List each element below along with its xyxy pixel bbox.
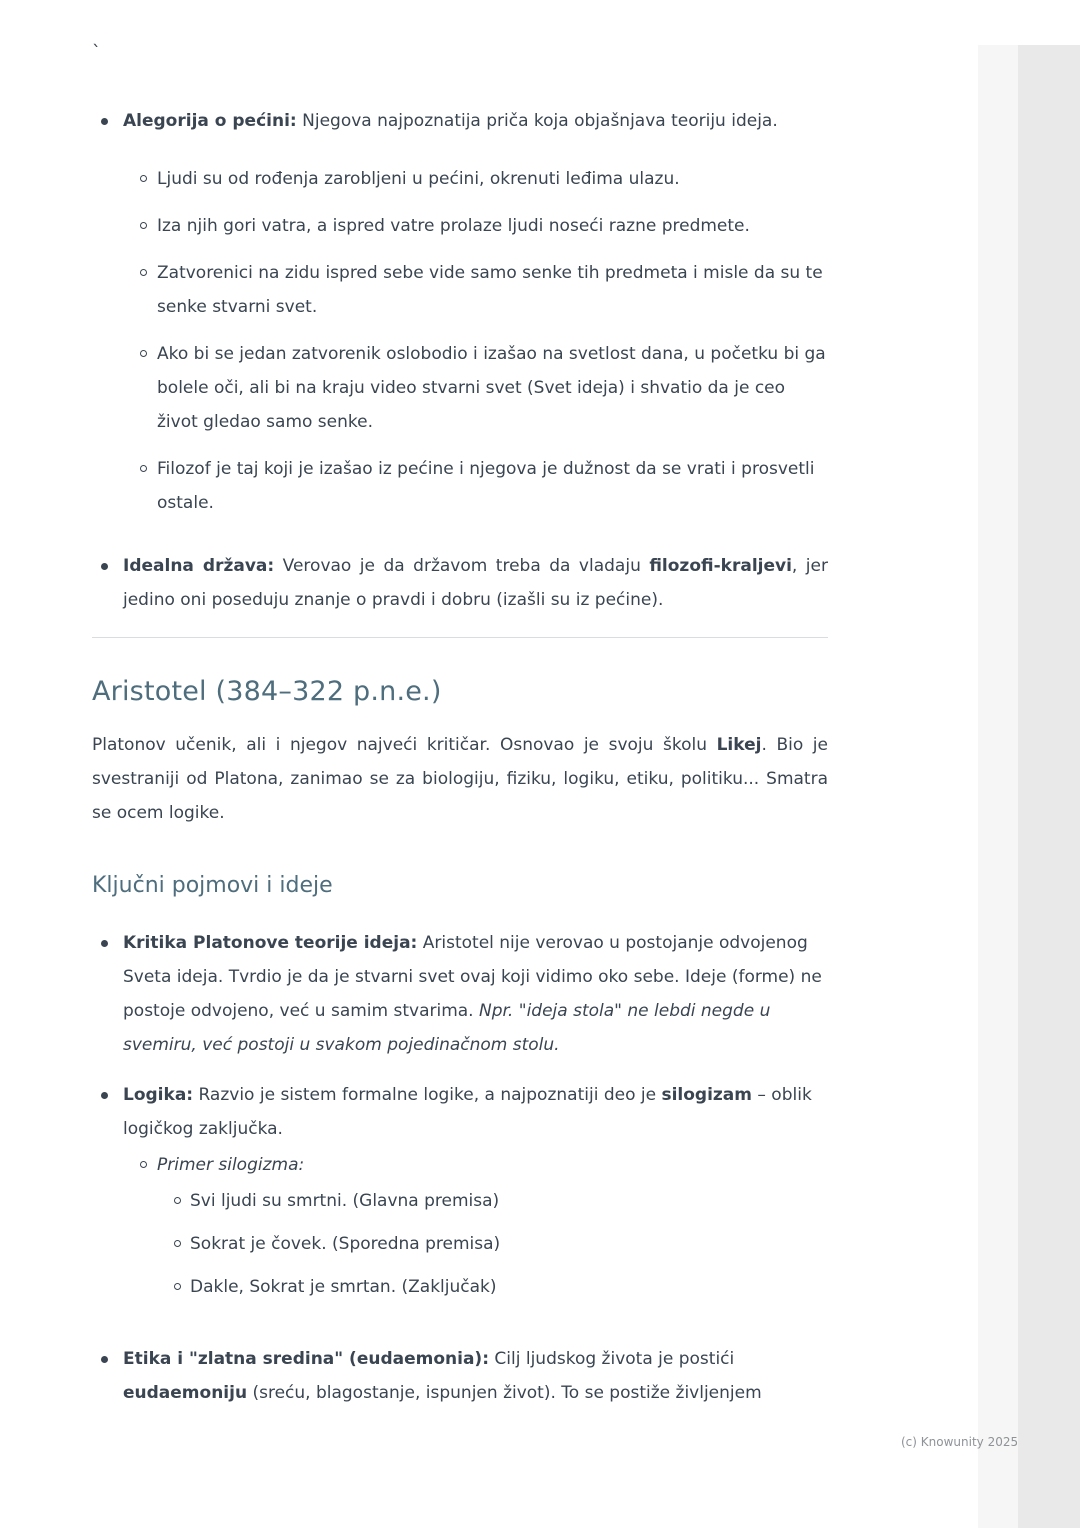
allegory-paragraph bbox=[123, 104, 828, 138]
bullet-dot-icon bbox=[92, 1342, 123, 1410]
list-item-ideal-state bbox=[92, 549, 828, 617]
logic-paragraph bbox=[123, 1078, 828, 1146]
list-item-syllogism-example bbox=[136, 1148, 828, 1313]
bullet-circle-icon bbox=[136, 337, 157, 439]
list-item-cave-point-4 bbox=[136, 337, 828, 439]
aristotle-heading: Aristotel (384–322 p.n.e.) bbox=[92, 676, 442, 707]
list-item-conclusion bbox=[170, 1270, 828, 1304]
list-item-premise-major bbox=[170, 1184, 828, 1218]
premise-text: Svi ljudi su smrtni. (Glavna premisa) bbox=[190, 1191, 500, 1211]
critique-example-italic: Npr. "ideja stola" ne lebdi negde u svemiru, već postoji u svakom pojedinačnom stolu. bbox=[123, 1001, 771, 1055]
ideal-state-text-1: Verovao je da državom treba da vladaju bbox=[274, 556, 650, 576]
list-item-cave-point-5 bbox=[136, 452, 828, 520]
key-concepts-subheading: Ključni pojmovi i ideje bbox=[92, 873, 333, 898]
ideal-state-title: Idealna država: bbox=[123, 556, 275, 576]
syllogism-list bbox=[170, 1184, 828, 1304]
ethics-text-2: (sreću, blagostanje, ispunjen život). To se postiže življenjem bbox=[247, 1383, 762, 1403]
bullet-circle-icon bbox=[136, 162, 157, 196]
intro-text-1: Platonov učenik, ali i njegov najveći kritičar. Osnovao je svoju školu bbox=[92, 735, 717, 755]
section-divider bbox=[92, 637, 828, 638]
list-item-ethics bbox=[92, 1342, 828, 1410]
cave-point-text: Filozof je taj koji je izašao iz pećine i njegova je dužnost da se vrati i prosvetli ostale. bbox=[157, 459, 815, 513]
bullet-circle-icon bbox=[136, 452, 157, 520]
allegory-sublist bbox=[136, 162, 828, 520]
critique-title: Kritika Platonove teorije ideja: bbox=[123, 933, 418, 953]
bullet-dot-icon bbox=[92, 1078, 123, 1326]
copyright-footer: (c) Knowunity 2025 bbox=[901, 1435, 1019, 1449]
bullet-circle-icon bbox=[136, 209, 157, 243]
critique-paragraph bbox=[123, 926, 828, 1062]
logic-bold-syllogism: silogizam bbox=[661, 1085, 752, 1105]
cave-point-text: Iza njih gori vatra, a ispred vatre prolaze ljudi noseći razne predmete. bbox=[157, 216, 750, 236]
premise-text: Sokrat je čovek. (Sporedna premisa) bbox=[190, 1234, 501, 1254]
cave-point-text: Ako bi se jedan zatvorenik oslobodio i izašao na svetlost dana, u početku bi ga bolele oči, ali bi na kraju video stvarni svet (Svet ideja) i shvatio da je ceo život gledao samo senke. bbox=[157, 344, 826, 432]
cave-point-text: Zatvorenici na zidu ispred sebe vide samo senke tih predmeta i misle da su te senke stvarni svet. bbox=[157, 263, 823, 317]
conclusion-text: Dakle, Sokrat je smrtan. (Zaključak) bbox=[190, 1277, 497, 1297]
logic-text-1: Razvio je sistem formalne logike, a najpoznatiji deo je bbox=[193, 1085, 662, 1105]
allegory-desc: Njegova najpoznatija priča koja objašnjava teoriju ideja. bbox=[296, 111, 778, 131]
bullet-circle-icon bbox=[170, 1227, 190, 1261]
intro-bold-likej: Likej bbox=[716, 735, 762, 755]
ideal-state-bold: filozofi-kraljevi bbox=[649, 556, 792, 576]
bullet-dot-icon bbox=[92, 549, 123, 617]
list-item-logic bbox=[92, 1078, 828, 1326]
bullet-circle-icon bbox=[136, 256, 157, 324]
ideal-state-text-2: , jer jedino oni poseduju znanje o pravdi i dobru (izašli su iz pećine). bbox=[123, 556, 828, 610]
critique-text: Aristotel nije verovao u postojanje odvojenog Sveta ideja. Tvrdio je da je stvarni svet ovaj koji vidimo oko sebe. Ideje (forme) ne postoje odvojeno, već u samim stvarima. bbox=[123, 933, 822, 1021]
list-item-allegory bbox=[92, 104, 828, 533]
bullet-circle-icon bbox=[170, 1184, 190, 1218]
allegory-body bbox=[123, 104, 828, 533]
logic-title: Logika: bbox=[123, 1085, 194, 1105]
aristotle-key-points-list bbox=[92, 926, 828, 1410]
bullet-circle-icon bbox=[170, 1270, 190, 1304]
intro-text-2: . Bio je svestraniji od Platona, zanimao se za biologiju, fiziku, logiku, etiku, politiku... Smatra se ocem logike. bbox=[92, 735, 828, 823]
allegory-title: Alegorija o pećini: bbox=[123, 111, 297, 131]
notes-content bbox=[92, 0, 828, 1426]
ideal-state-paragraph bbox=[123, 549, 828, 617]
ethics-text-1: Cilj ljudskog života je postići bbox=[489, 1349, 735, 1369]
bullet-dot-icon bbox=[92, 926, 123, 1062]
plato-key-points-list bbox=[92, 104, 828, 617]
ethics-bold-eudaemonia: eudaemoniju bbox=[123, 1383, 248, 1403]
stray-backtick-char: ` bbox=[92, 42, 101, 63]
aristotle-intro-paragraph bbox=[92, 728, 828, 830]
page-background-rail bbox=[978, 45, 1080, 1528]
cave-point-text: Ljudi su od rođenja zarobljeni u pećini, okrenuti leđima ulazu. bbox=[157, 169, 680, 189]
ethics-paragraph bbox=[123, 1342, 828, 1410]
page-margin-strip bbox=[978, 45, 1018, 1528]
bullet-dot-icon bbox=[92, 104, 123, 533]
ethics-title: Etika i "zlatna sredina" (eudaemonia): bbox=[123, 1349, 489, 1369]
logic-text-2: – oblik logičkog zaključka. bbox=[123, 1085, 812, 1139]
list-item-cave-point-2 bbox=[136, 209, 828, 243]
list-item-critique bbox=[92, 926, 828, 1062]
list-item-cave-point-3 bbox=[136, 256, 828, 324]
list-item-cave-point-1 bbox=[136, 162, 828, 196]
logic-sublist bbox=[136, 1148, 828, 1313]
bullet-circle-icon bbox=[136, 1148, 157, 1313]
list-item-premise-minor bbox=[170, 1227, 828, 1261]
syllogism-example-label: Primer silogizma: bbox=[157, 1155, 305, 1175]
